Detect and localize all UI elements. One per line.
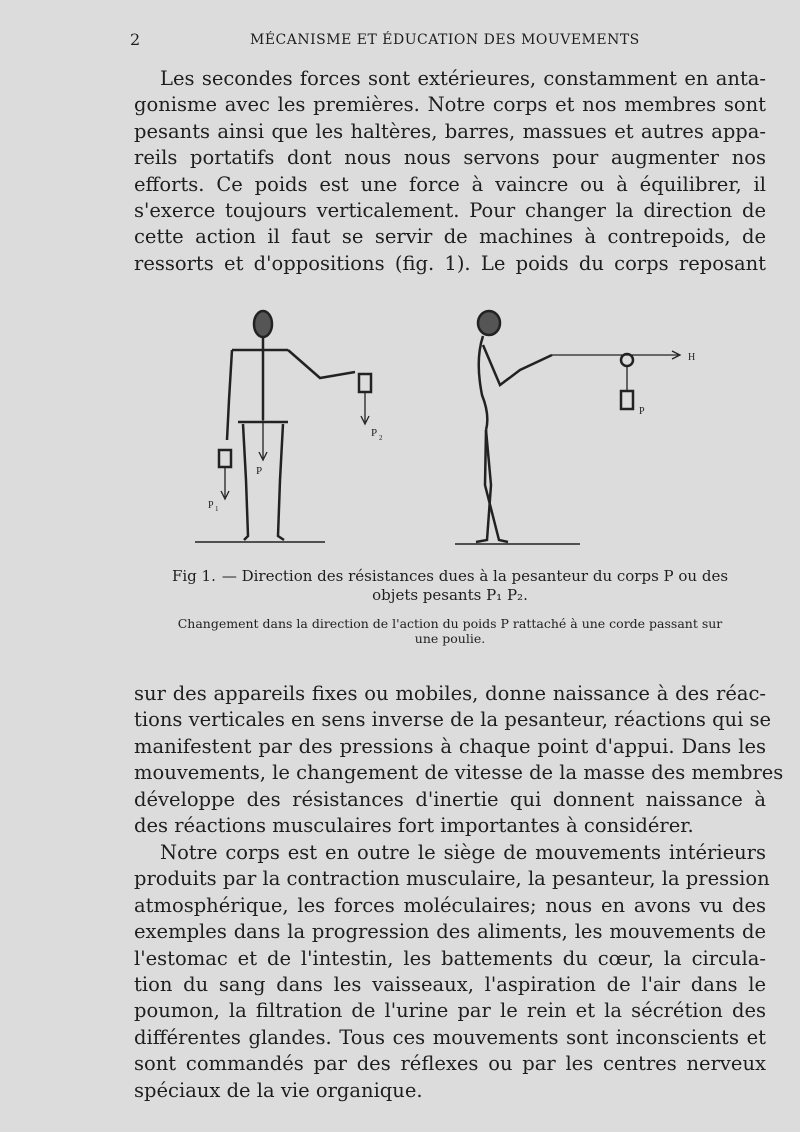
figure-caption-sub-line-1: Changement dans la direction de l'action du poids P rattaché à une corde passant sur <box>177 616 723 631</box>
side-figure-labels <box>639 352 695 417</box>
paragraph-3 <box>134 840 770 1104</box>
page-number: 2 <box>130 30 141 49</box>
text-line: spéciaux de la vie organique. <box>134 1078 423 1102</box>
label-p2: P <box>371 427 378 439</box>
label-p2-subscript: 2 <box>379 434 383 442</box>
text-line: Notre corps est en outre le siège de mouvements intérieurs <box>160 841 766 864</box>
label-p-body: P <box>256 465 263 477</box>
text-line: différentes glandes. Tous ces mouvements sont inconscients et <box>134 1025 766 1049</box>
text-line: sur des appareils fixes ou mobiles, donne naissance à des réac- <box>134 682 766 705</box>
front-figure-labels <box>208 427 383 513</box>
figure-caption-sub <box>134 616 766 646</box>
label-p-pulley: P <box>639 406 645 417</box>
text-line: tions verticales en sens inverse de la pesanteur, réactions qui se <box>134 708 772 732</box>
text-line: s'exerce toujours verticalement. Pour changer la direction de <box>134 199 766 223</box>
text-line: pesants ainsi que les haltères, barres, massues et autres appa- <box>134 119 766 143</box>
text-line: manifestent par des pressions à chaque point d'appui. Dans les <box>134 734 766 758</box>
text-line: l'estomac et de l'intestin, les battements du cœur, la circula- <box>134 946 766 970</box>
figure-caption-line-1: — Direction des résistances dues à la pesanteur du corps P ou des <box>221 567 729 585</box>
text-line: développe des résistances d'inertie qui donnent naissance à <box>134 787 766 811</box>
label-h: H <box>688 352 696 363</box>
side-figure <box>455 311 633 544</box>
text-line: cette action il faut se servir de machines à contrepoids, de <box>134 225 766 249</box>
text-line: sont commandés par des réflexes ou par les centres nerveux <box>134 1052 766 1076</box>
text-line: tion du sang dans les vaisseaux, l'aspiration de l'air dans le <box>134 973 766 997</box>
text-line: ressorts et d'oppositions (fig. 1). Le poids du corps reposant <box>134 251 766 275</box>
side-figure-arrows <box>552 351 680 359</box>
figure-caption-label: Fig 1. <box>171 567 216 585</box>
figure-caption-sub-line-2: une poulie. <box>414 631 486 646</box>
text-line: efforts. Ce poids est une force à vaincre ou à équilibrer, il <box>134 172 766 196</box>
paragraph-1 <box>134 66 766 277</box>
paragraph-2 <box>134 681 784 839</box>
text-line: poumon, la filtration de l'urine par le rein et la sécrétion des <box>134 999 766 1023</box>
text-line: des réactions musculaires fort importantes à considérer. <box>134 814 694 838</box>
front-figure <box>195 311 371 542</box>
figure-1 <box>190 300 730 560</box>
figure-caption-line-2: objets pesants P₁ P₂. <box>372 586 528 604</box>
running-title: MÉCANISME ET ÉDUCATION DES MOUVEMENTS <box>250 32 640 48</box>
text-line: reils portatifs dont nous nous servons pour augmenter nos <box>134 146 766 170</box>
text-line: gonisme avec les premières. Notre corps et nos membres sont <box>134 93 766 117</box>
label-p1-subscript: 1 <box>215 505 219 513</box>
figure-caption-main <box>134 567 766 605</box>
text-line: atmosphérique, les forces moléculaires; nous en avons vu des <box>134 893 766 917</box>
text-line: produits par la contraction musculaire, la pesanteur, la pression <box>134 867 770 891</box>
text-line: Les secondes forces sont extérieures, constamment en anta- <box>160 67 766 90</box>
text-line: exemples dans la progression des aliments, les mouvements de <box>134 920 766 944</box>
figure-illustration <box>190 300 730 560</box>
text-line: mouvements, le changement de vitesse de la masse des membres <box>134 761 784 785</box>
label-p1: P <box>208 500 214 511</box>
